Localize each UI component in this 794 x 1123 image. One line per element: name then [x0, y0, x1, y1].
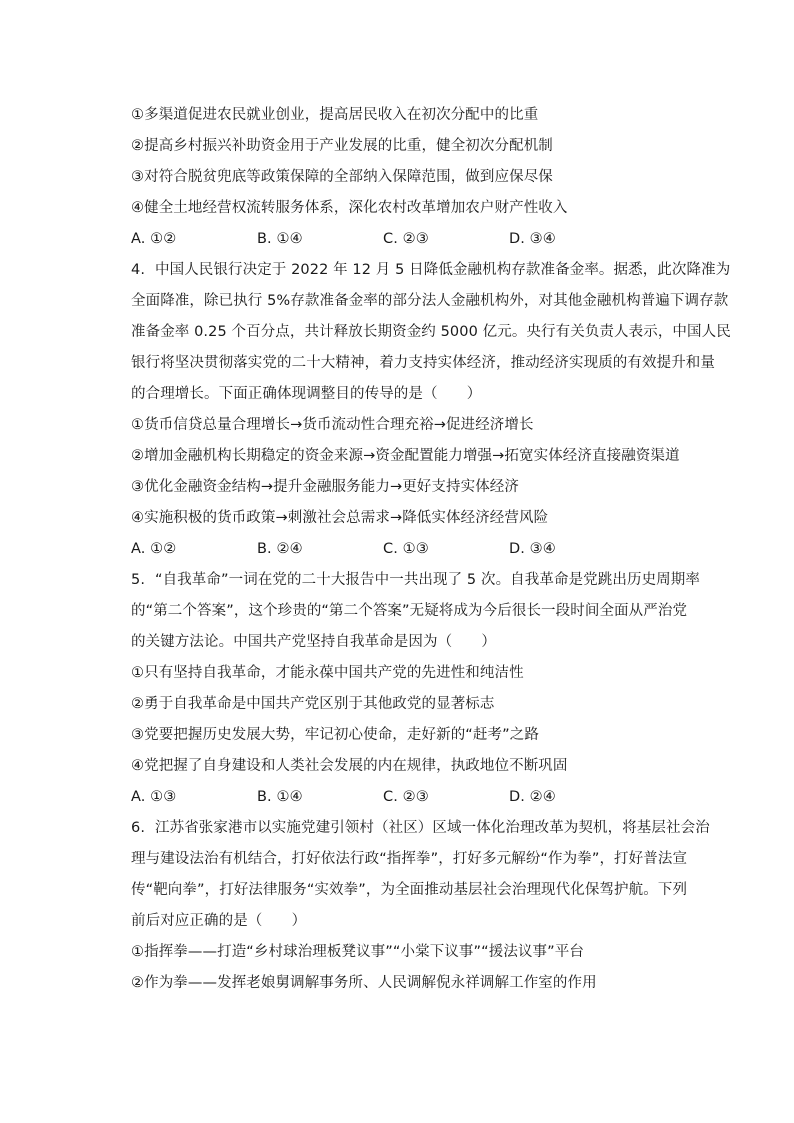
q4-option-3: ③优化金融资金结构→提升金融服务能力→更好支持实体经济: [131, 479, 519, 495]
q3-option-1: ①多渠道促进农民就业创业，提高居民收入在初次分配中的比重: [131, 107, 539, 123]
q4-choice-a: A. ①②: [131, 541, 177, 557]
q5-stem-line-1: [131, 565, 700, 596]
q4-stem-line-3: 准备金率 0.25 个百分点，共计释放长期资金约 5000 亿元。央行有关负责人表示，中国人民: [131, 324, 731, 340]
q6-stem-line-3: 传“靶向拳”，打好法律服务“实效拳”，为全面推动基层社会治理现代化保驾护航。下列: [131, 882, 688, 898]
q3-choice-d: D. ③④: [509, 231, 556, 247]
exam-content: [131, 100, 731, 999]
q3-choice-a: A. ①②: [131, 231, 177, 247]
q5-stem-line-2: 的“第二个答案”，这个珍贵的“第二个答案”无疑将成为今后很长一段时间全面从严治党: [131, 603, 688, 619]
q5-choices: [131, 782, 671, 813]
q4-option-4: ④实施积极的货币政策→刺激社会总需求→降低实体经济经营风险: [131, 510, 549, 526]
q5-option-4: ④党把握了自身建设和人类社会发展的内在规律，执政地位不断巩固: [131, 758, 568, 774]
q6-option-2: ②作为拳——发挥老娘舅调解事务所、人民调解倪永祥调解工作室的作用: [131, 975, 597, 991]
q4-stem-line-5: 的合理增长。下面正确体现调整目的传导的是（ ）: [131, 386, 482, 402]
q3-choice-b: B. ①④: [257, 231, 303, 247]
q5-choice-d: D. ②④: [509, 789, 556, 805]
q4-stem-line-1: [131, 255, 731, 286]
q3-choices: [131, 224, 671, 255]
q4-option-1: ①货币信贷总量合理增长→货币流动性合理充裕→促进经济增长: [131, 417, 534, 433]
q5-option-1: ①只有坚持自我革命，才能永葆中国共产党的先进性和纯洁性: [131, 665, 524, 681]
q4-stem-text-1: 中国人民银行决定于 2022 年 12 月 5 日降低金融机构存款准备金率。据悉，此次降准为: [155, 262, 731, 278]
q4-choice-c: C. ①③: [383, 541, 429, 557]
q3-option-2: ②提高乡村振兴补助资金用于产业发展的比重，健全初次分配机制: [131, 138, 553, 154]
q5-number: 5.: [131, 572, 146, 588]
q6-option-1: ①指挥拳——打造“乡村球治理板凳议事”“小棠下议事”“援法议事”平台: [131, 944, 584, 960]
q6-stem-line-1: [131, 813, 710, 844]
q5-stem-text-1: “自我革命”一词在党的二十大报告中一共出现了 5 次。自我革命是党跳出历史周期率: [155, 572, 700, 588]
q3-option-3: ③对符合脱贫兜底等政策保障的全部纳入保障范围，做到应保尽保: [131, 169, 553, 185]
q5-option-2: ②勇于自我革命是中国共产党区别于其他政党的显著标志: [131, 696, 495, 712]
q4-choice-d: D. ③④: [509, 541, 556, 557]
q4-number: 4.: [131, 262, 146, 278]
q6-stem-line-2: 理与建设法治有机结合，打好依法行政“指挥拳”，打好多元解纷“作为拳”，打好普法宣: [131, 851, 688, 867]
q3-option-4: ④健全土地经营权流转服务体系，深化农村改革增加农户财产性收入: [131, 200, 568, 216]
q5-choice-c: C. ②③: [383, 789, 429, 805]
q5-choice-a: A. ①③: [131, 789, 177, 805]
q6-stem-line-4: 前后对应正确的是（ ）: [131, 913, 307, 929]
q4-choice-b: B. ②④: [257, 541, 303, 557]
q5-stem-line-3: 的关键方法论。中国共产党坚持自我革命是因为（ ）: [131, 634, 496, 650]
q5-option-3: ③党要把握历史发展大势，牢记初心使命，走好新的“赶考”之路: [131, 727, 539, 743]
q3-choice-c: C. ②③: [383, 231, 429, 247]
q5-choice-b: B. ①④: [257, 789, 303, 805]
q4-stem-line-2: 全面降准，除已执行 5%存款准备金率的部分法人金融机构外，对其他金融机构普遍下调存款: [131, 293, 729, 309]
q4-stem-line-4: 银行将坚决贯彻落实党的二十大精神，着力支持实体经济，推动经济实现质的有效提升和量: [131, 355, 715, 371]
q4-option-2: ②增加金融机构长期稳定的资金来源→资金配置能力增强→拓宽实体经济直接融资渠道: [131, 448, 680, 464]
q6-number: 6.: [131, 820, 146, 836]
q4-choices: [131, 534, 671, 565]
q6-stem-text-1: 江苏省张家港市以实施党建引领村（社区）区域一体化治理改革为契机，将基层社会治: [155, 820, 710, 836]
q3-options: [131, 100, 671, 224]
